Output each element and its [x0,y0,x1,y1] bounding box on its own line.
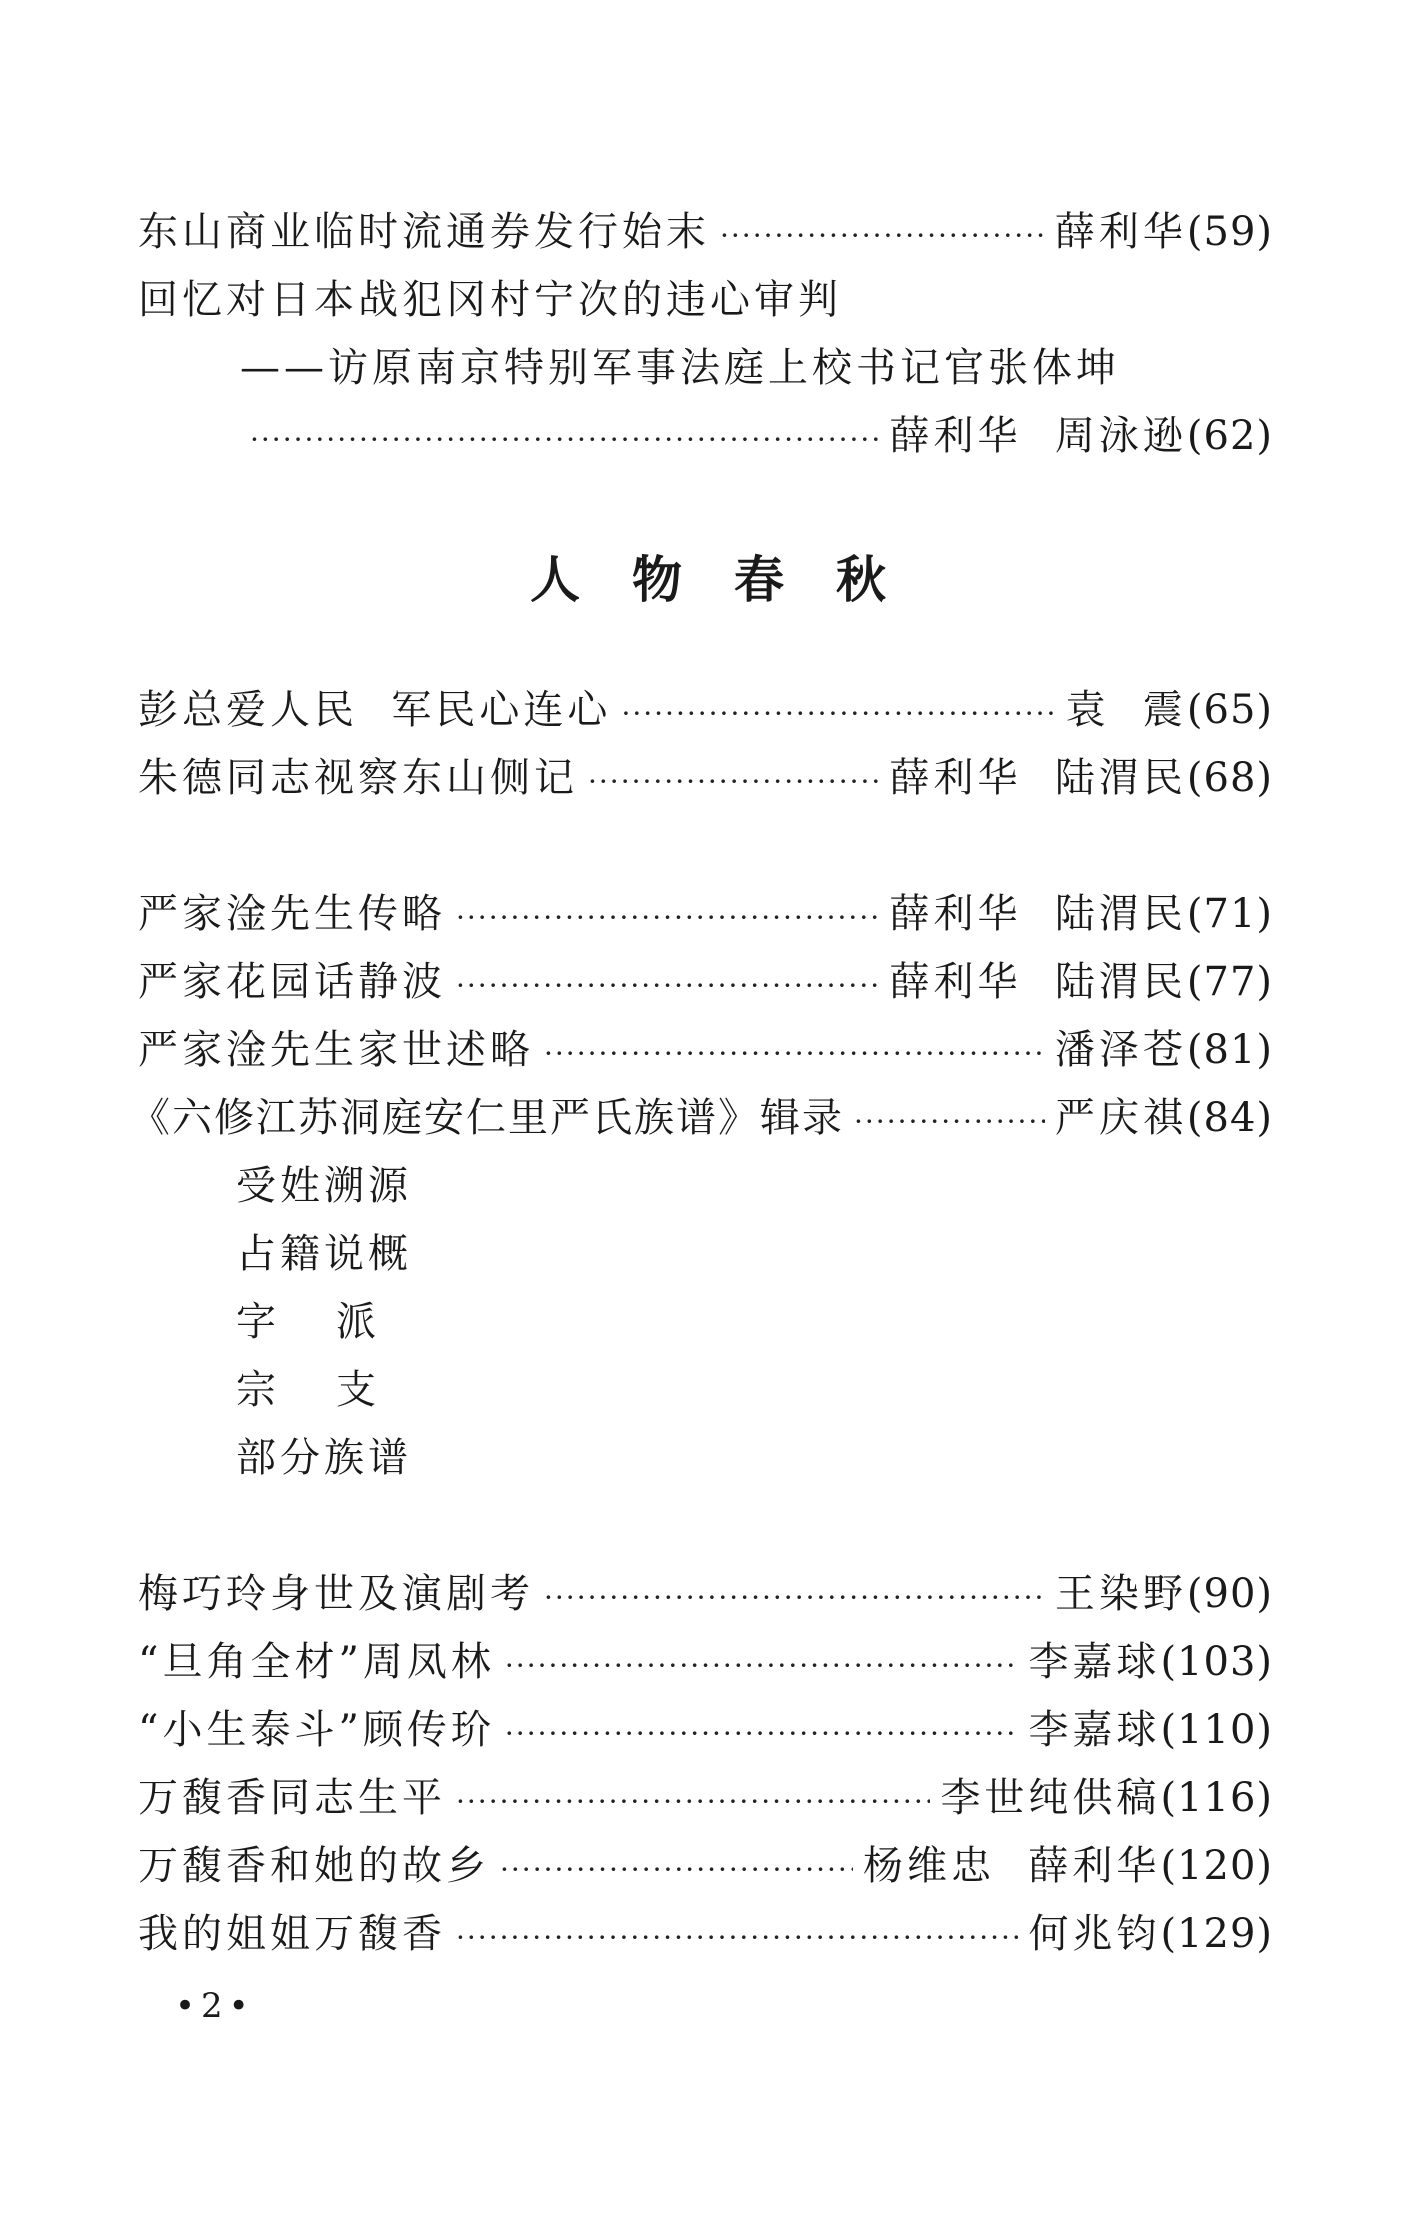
entry-page: (65) [1186,687,1273,733]
entry-author: 李嘉球 [1028,1639,1161,1685]
entry-author: 李嘉球 [1028,1707,1161,1753]
entry-page: (84) [1186,1095,1273,1141]
toc-entry [138,1634,1273,1690]
leader-dots [621,686,1055,742]
entry-title: 严家花园话静波 [138,959,446,1005]
toc-entry [138,204,1273,260]
leader-dots [456,958,879,1014]
entry-title: 朱德同志视察东山侧记 [138,755,578,801]
entry-page: (81) [1186,1027,1273,1073]
entry-page: (90) [1186,1571,1273,1617]
toc-entry [138,1022,1273,1078]
entry-author: 潘泽苍 [1054,1027,1187,1073]
entry-title: 《六修江苏洞庭安仁里严氏族谱》辑录 [130,1095,844,1141]
toc-entry [138,954,1273,1010]
entry-title: “旦角全材”周凤林 [138,1639,495,1685]
toc-entry [138,1702,1273,1758]
entry-title: 我的姐姐万馥香 [138,1911,446,1957]
leader-dots [505,1638,1019,1694]
entry-author: 袁 震 [1065,687,1187,733]
toc-entry [138,682,1273,738]
sub-item: 宗支 [236,1367,436,1413]
leader-dots [456,890,879,946]
entry-page: (116) [1160,1775,1273,1821]
toc-entry [138,1838,1273,1894]
leader-dots [854,1094,1045,1150]
entry-author: 李世纯供稿 [940,1775,1161,1821]
entry-title: 万馥香同志生平 [138,1775,446,1821]
leader-dots [505,1706,1019,1762]
entry-author: 杨维忠 薛利华 [863,1843,1161,1889]
entry-page: (59) [1186,209,1273,255]
entry-author: 严庆祺 [1054,1095,1187,1141]
sub-item: 部分族谱 [236,1435,412,1481]
leader-dots [456,1774,930,1830]
entry-page: (77) [1186,959,1273,1005]
entry-author: 薛利华 陆渭民 [889,755,1187,801]
entry-page: (129) [1160,1911,1273,1957]
entry-page: (68) [1186,755,1273,801]
entry-author: 薛利华 [1054,209,1187,255]
toc-entry [138,1770,1273,1826]
entry-title: 万馥香和她的故乡 [138,1843,490,1889]
entry-author: 王染野 [1054,1571,1187,1617]
sub-item: 占籍说概 [236,1231,412,1277]
leader-dots [456,1910,1018,1966]
entry-subtitle: ——访原南京特别军事法庭上校书记官张体坤 [240,345,1120,391]
entry-page: (62) [1186,413,1273,459]
sub-item: 字派 [236,1299,436,1345]
leader-dots [544,1570,1045,1626]
toc-entry [138,886,1273,942]
toc-entry [138,272,1273,328]
entry-page: (71) [1186,891,1273,937]
entry-title: 严家淦先生家世述略 [138,1027,534,1073]
toc-entry [138,1906,1273,1962]
toc-entry [250,408,1273,464]
entry-author: 何兆钧 [1028,1911,1161,1957]
entry-title: 彭总爱人民 军民心连心 [138,687,612,733]
entry-author: 薛利华 陆渭民 [889,891,1187,937]
leader-dots [500,1842,853,1898]
entry-title: 回忆对日本战犯冈村宁次的违心审判 [138,277,842,323]
page-number: •2• [175,1986,255,2026]
leader-dots [250,412,879,468]
toc-entry-subtitle [240,340,1273,396]
entry-page: (120) [1160,1843,1273,1889]
leader-dots [544,1026,1045,1082]
toc-entry [138,750,1273,806]
sub-item: 受姓溯源 [236,1163,412,1209]
leader-dots [588,754,879,810]
section-title: 人物春秋 [530,551,938,609]
entry-author: 薛利华 陆渭民 [889,959,1187,1005]
entry-page: (103) [1160,1639,1273,1685]
toc-entry [130,1090,1273,1146]
entry-title: 梅巧玲身世及演剧考 [138,1571,534,1617]
leader-dots [720,208,1045,264]
entry-title: “小生泰斗”顾传玠 [138,1707,495,1753]
entry-author: 薛利华 周泳逊 [889,413,1187,459]
entry-title: 严家淦先生传略 [138,891,446,937]
entry-page: (110) [1160,1707,1273,1753]
toc-entry [138,1566,1273,1622]
entry-title: 东山商业临时流通券发行始末 [138,209,710,255]
